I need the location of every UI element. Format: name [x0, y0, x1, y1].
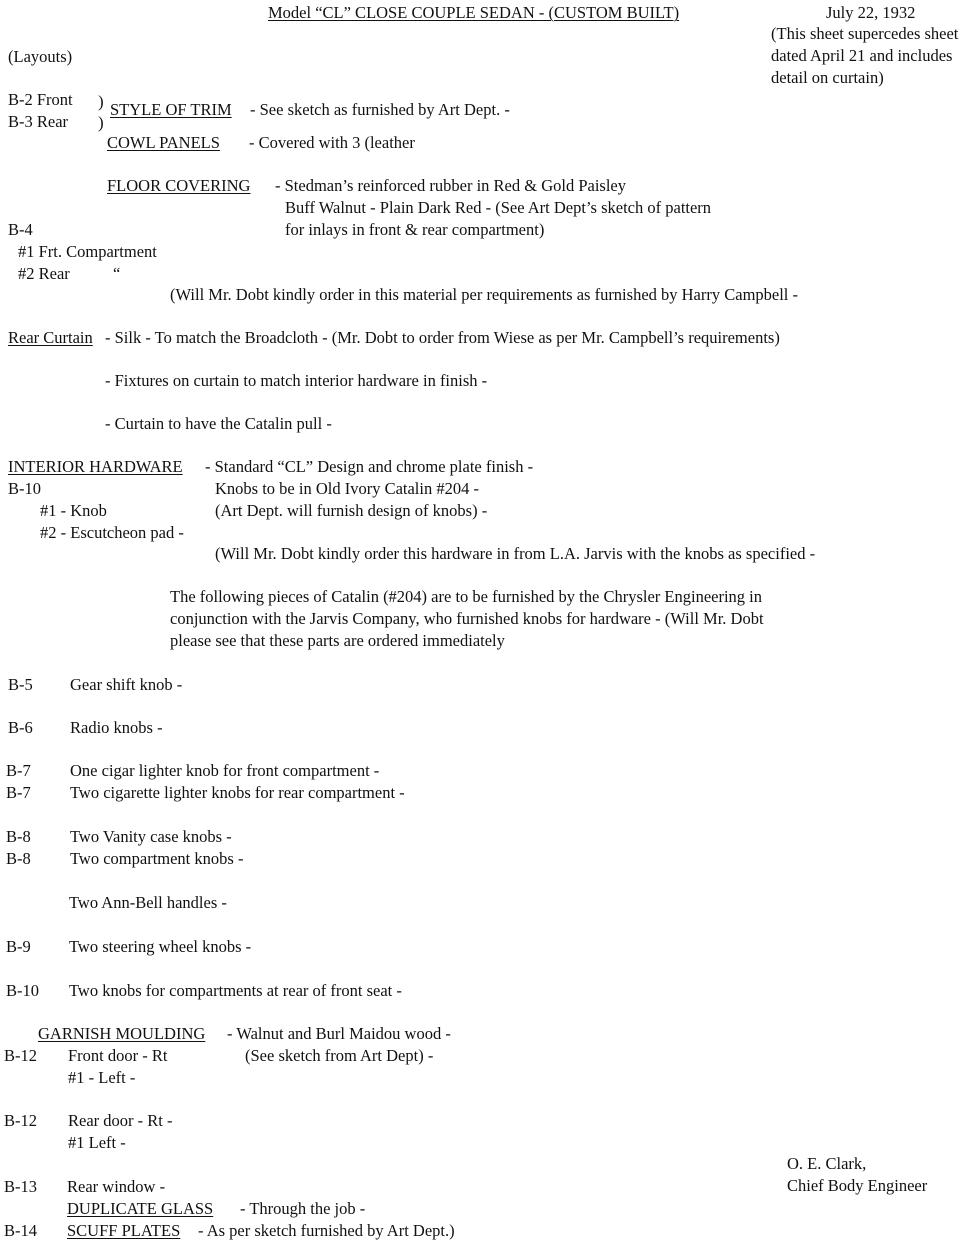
bracket-mark: ) — [98, 92, 104, 111]
interior-hardware-text: Knobs to be in Old Ivory Catalin #204 - — [215, 479, 479, 498]
supersede-note-line: dated April 21 and includes — [771, 46, 953, 65]
duplicate-glass-heading: DUPLICATE GLASS — [67, 1199, 214, 1218]
item-code: B-6 — [8, 718, 33, 737]
item-text: Gear shift knob - — [70, 675, 183, 694]
layout-code: B-2 Front — [8, 90, 73, 109]
floor-item: #2 Rear — [18, 264, 70, 283]
garnish-moulding-heading: GARNISH MOULDING — [38, 1024, 206, 1043]
item-text: Two knobs for compartments at rear of front seat - — [69, 981, 402, 1000]
item-code: B-9 — [6, 937, 31, 956]
layout-code: B-10 — [8, 479, 41, 498]
bracket-mark: ) — [98, 113, 104, 132]
style-of-trim-heading: STYLE OF TRIM — [110, 100, 232, 119]
garnish-item: #1 Left - — [68, 1133, 126, 1152]
item-text: Two compartment knobs - — [70, 849, 244, 868]
hardware-item: #2 - Escutcheon pad - — [40, 523, 184, 542]
floor-item: #1 Frt. Compartment — [18, 242, 157, 261]
signature-name: O. E. Clark, — [787, 1154, 867, 1173]
hardware-item: #1 - Knob — [40, 501, 107, 520]
floor-covering-text: Buff Walnut - Plain Dark Red - (See Art Dept’s sketch of pattern — [285, 198, 712, 217]
signature-title: Chief Body Engineer — [787, 1176, 928, 1195]
layout-code: B-4 — [8, 220, 33, 239]
rear-curtain-text: - Silk - To match the Broadcloth - (Mr. Dobt to order from Wiese as per Mr. Campbell’s requirements) — [105, 328, 780, 347]
item-code: B-7 — [6, 783, 31, 802]
garnish-sketch-note: (See sketch from Art Dept) - — [245, 1046, 434, 1065]
item-text: Radio knobs - — [70, 718, 163, 737]
interior-hardware-text: (Art Dept. will furnish design of knobs) - — [215, 501, 488, 520]
style-of-trim-text: - See sketch as furnished by Art Dept. - — [250, 100, 510, 119]
item-code: B-7 — [6, 761, 31, 780]
hardware-order-note: (Will Mr. Dobt kindly order this hardware in from L.A. Jarvis with the knobs as specified - — [215, 544, 816, 563]
supersede-note-line: (This sheet supercedes sheet — [771, 24, 959, 43]
interior-hardware-text: - Standard “CL” Design and chrome plate finish - — [205, 457, 534, 476]
duplicate-glass-text: - Through the job - — [240, 1199, 366, 1218]
item-code: B-12 — [4, 1046, 37, 1065]
catalin-paragraph-line: conjunction with the Jarvis Company, who furnished knobs for hardware - (Will Mr. Dobt — [170, 609, 764, 628]
item-code: B-5 — [8, 675, 33, 694]
scuff-plates-text: - As per sketch furnished by Art Dept.) — [198, 1221, 455, 1240]
item-code: B-8 — [6, 827, 31, 846]
garnish-item: Rear window - — [67, 1177, 166, 1196]
item-code: B-10 — [6, 981, 39, 1000]
rear-curtain-text: - Fixtures on curtain to match interior hardware in finish - — [105, 371, 488, 390]
rear-curtain-heading: Rear Curtain — [8, 328, 93, 347]
layout-code: B-3 Rear — [8, 112, 69, 131]
cowl-panels-heading: COWL PANELS — [107, 133, 220, 152]
garnish-item: #1 - Left - — [68, 1068, 136, 1087]
catalin-paragraph-line: The following pieces of Catalin (#204) are to be furnished by the Chrysler Engineering in — [170, 587, 763, 606]
floor-order-note: (Will Mr. Dobt kindly order in this material per requirements as furnished by Harry Campbell - — [170, 285, 799, 304]
document-title: Model “CL” CLOSE COUPLE SEDAN - (CUSTOM BUILT) — [268, 3, 680, 22]
item-text: Two cigarette lighter knobs for rear compartment - — [70, 783, 405, 802]
scuff-plates-heading: SCUFF PLATES — [67, 1221, 181, 1240]
interior-hardware-heading: INTERIOR HARDWARE — [8, 457, 183, 476]
catalin-paragraph-line: please see that these parts are ordered immediately — [170, 631, 505, 650]
item-code: B-13 — [4, 1177, 37, 1196]
item-text: Two Vanity case knobs - — [70, 827, 232, 846]
rear-curtain-text: - Curtain to have the Catalin pull - — [105, 414, 332, 433]
layouts-label: (Layouts) — [8, 47, 73, 66]
item-code: B-12 — [4, 1111, 37, 1130]
item-code: B-8 — [6, 849, 31, 868]
garnish-item: Rear door - Rt - — [68, 1111, 173, 1130]
garnish-moulding-text: - Walnut and Burl Maidou wood - — [227, 1024, 451, 1043]
supersede-note-line: detail on curtain) — [771, 68, 884, 87]
ditto-mark: “ — [113, 264, 121, 283]
document-date: July 22, 1932 — [826, 3, 916, 22]
floor-covering-text: for inlays in front & rear compartment) — [285, 220, 545, 239]
garnish-item: Front door - Rt — [68, 1046, 168, 1065]
floor-covering-text: - Stedman’s reinforced rubber in Red & Gold Paisley — [275, 176, 627, 195]
item-text: Two steering wheel knobs - — [69, 937, 252, 956]
item-code: B-14 — [4, 1221, 37, 1240]
cowl-panels-text: - Covered with 3 (leather — [249, 133, 415, 152]
floor-covering-heading: FLOOR COVERING — [107, 176, 251, 195]
item-text: Two Ann-Bell handles - — [69, 893, 227, 912]
item-text: One cigar lighter knob for front compartment - — [70, 761, 380, 780]
